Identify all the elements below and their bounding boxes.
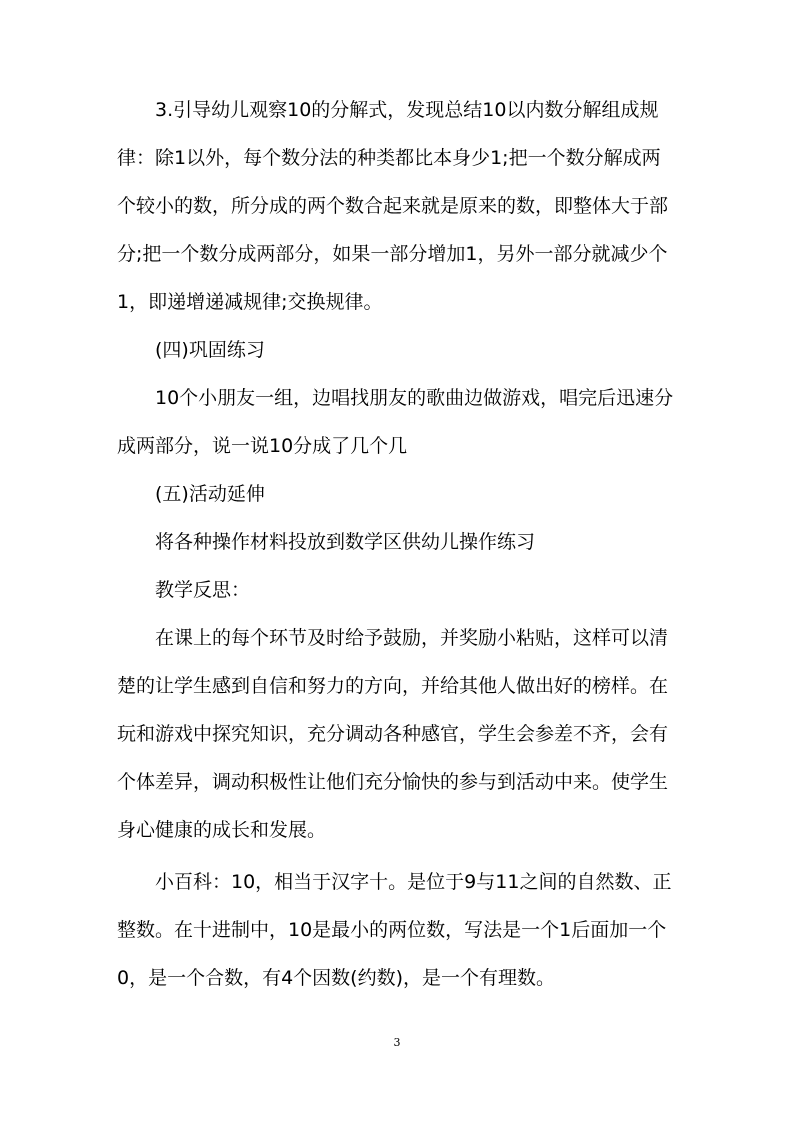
paragraph-decomposition-rules: 3.引导幼儿观察10的分解式，发现总结10以内数分解组成规律：除1以外，每个数分法的种类都比本身少1;把一个数分解成两个较小的数，所分成的两个数合起来就是原来的数，即整体大于部分;把一个数分成两部分，如果一部分增加1，另外一部分就减少个1，即递增递减规律;交换规律。	[117, 99, 669, 313]
page-number: 3	[393, 1036, 401, 1049]
paragraph-encyclopedia-note: 小百科：10，相当于汉字十。是位于9与11之间的自然数、正整数。在十进制中，10是最小的两位数，写法是一个1后面加一个0，是一个合数，有4个因数(约数)，是一个有理数。	[117, 871, 672, 989]
heading-teaching-reflection: 教学反思：	[117, 579, 251, 601]
paragraph-activity-extension: 将各种操作材料投放到数学区供幼儿操作练习	[117, 531, 536, 553]
heading-consolidation-practice: (四)巩固练习	[117, 339, 265, 361]
heading-activity-extension: (五)活动延伸	[117, 483, 265, 505]
paragraph-practice-game: 10个小朋友一组，边唱找朋友的歌曲边做游戏，唱完后迅速分成两部分，说一说10分成了几个几	[117, 387, 674, 457]
paragraph-teaching-reflection: 在课上的每个环节及时给予鼓励，并奖励小粘贴，这样可以清楚的让学生感到自信和努力的方向，并给其他人做出好的榜样。在玩和游戏中探究知识，充分调动各种感官，学生会参差不齐，会有个体差异，调动积极性让他们充分愉快的参与到活动中来。使学生身心健康的成长和发展。	[117, 627, 669, 841]
